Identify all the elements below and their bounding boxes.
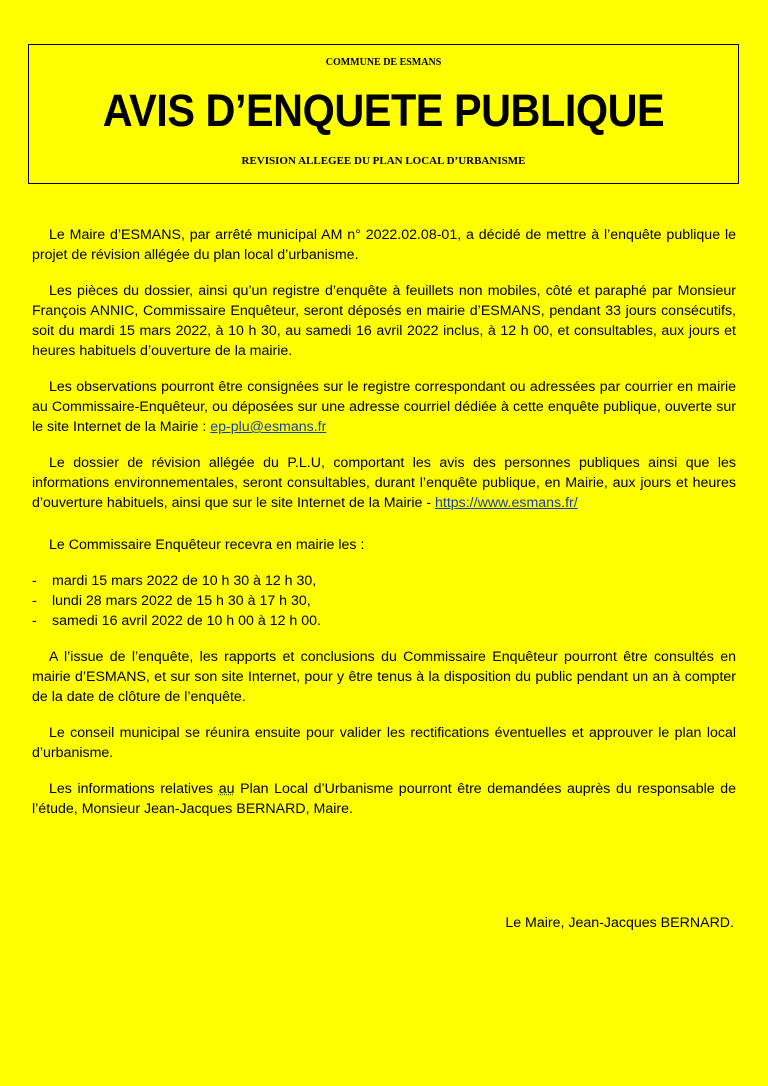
information-text-start: Les informations relatives — [49, 781, 219, 797]
page-title: AVIS D’ENQUETE PUBLIQUE — [102, 85, 665, 136]
schedule-list — [32, 571, 736, 631]
list-item — [32, 571, 736, 591]
page-subtitle: REVISION ALLEGEE DU PLAN LOCAL D’URBANISME — [241, 155, 526, 167]
consultation-text: Le dossier de révision allégée du P.L.U, comportant les avis des personnes publiques ainsi que les informations environnementales, seront consultables, durant l’enquête publique, en Mairie, aux jours et heures d’ouverture habituels, ainsi que sur le site Internet de la Mairie - — [32, 455, 736, 511]
website-link[interactable]: https://www.esmans.fr/ — [434, 495, 578, 511]
paragraph-dossier: Les pièces du dossier, ainsi qu’un registre d’enquête à feuillets non mobiles, côté et paraphé par Monsieur François ANNIC, Commissaire Enquêteur, seront déposés en mairie d’ESMANS, pendant 33 jours consécutifs, soit du mardi 15 mars 2022, à 10 h 30, au samedi 16 avril 2022 inclus, à 12 h 00, et consultables, aux jours et heures habituels d’ouverture de la mairie. — [32, 283, 736, 359]
information-word-au: au — [218, 781, 235, 797]
information-text-end: Plan Local d’Urbanisme pourront être demandées auprès du responsable de l’étude, Monsieur Jean-Jacques BERNARD, Maire. — [32, 781, 736, 817]
paragraph-permanences: Le Commissaire Enquêteur recevra en mairie les : — [49, 537, 365, 553]
signature: Le Maire, Jean-Jacques BERNARD. — [505, 915, 734, 931]
notice-body — [32, 225, 736, 835]
commune-name: COMMUNE DE ESMANS — [325, 57, 442, 68]
schedule-date: mardi 15 mars 2022 de 10 h 30 à 12 h 30, — [52, 573, 317, 589]
paragraph-decision: Le Maire d’ESMANS, par arrêté municipal AM n° 2022.02.08-01, a décidé de mettre à l’enquête publique le projet de révision allégée du plan local d’urbanisme. — [32, 227, 736, 263]
header-box — [28, 44, 739, 184]
observations-text: Les observations pourront être consignées sur le registre correspondant ou adressées par courrier en mairie au Commissaire-Enquêteur, ou déposées sur une adresse courriel dédiée à cette enquête publique, ouverte sur le site Internet de la Mairie : — [32, 379, 736, 435]
schedule-date: samedi 16 avril 2022 de 10 h 00 à 12 h 00. — [52, 613, 321, 629]
schedule-date: lundi 28 mars 2022 de 15 h 30 à 17 h 30, — [52, 593, 311, 609]
paragraph-conclusions: A l’issue de l’enquête, les rapports et conclusions du Commissaire Enquêteur pourront être consultés en mairie d’ESMANS, et sur son site Internet, pour y être tenus à la disposition du public pendant un an à compter de la date de clôture de l’enquête. — [32, 649, 736, 705]
email-link[interactable]: ep-plu@esmans.fr — [210, 419, 327, 435]
list-item — [32, 611, 736, 631]
list-dash: - — [32, 613, 37, 629]
list-dash: - — [32, 573, 37, 589]
list-dash: - — [32, 593, 37, 609]
paragraph-council: Le conseil municipal se réunira ensuite pour valider les rectifications éventuelles et approuver le plan local d’urbanisme. — [32, 725, 736, 761]
list-item — [32, 591, 736, 611]
paragraph-information — [32, 779, 736, 819]
paragraph-consultation — [32, 453, 736, 513]
paragraph-observations — [32, 377, 736, 437]
